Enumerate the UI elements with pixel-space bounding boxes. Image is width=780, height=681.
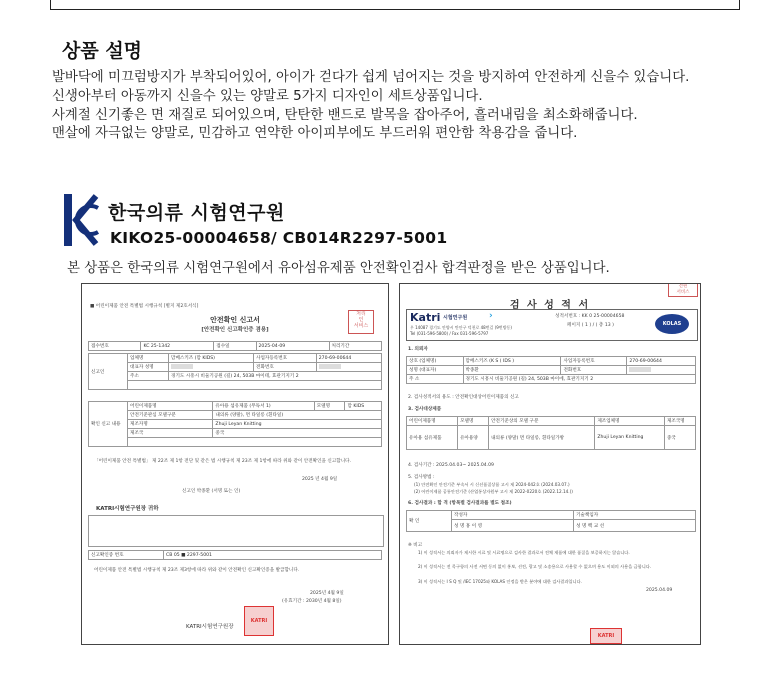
- table-cell: 유아용 섬유제품 (무독서 1): [213, 402, 314, 411]
- safety-report-document: [81, 283, 389, 645]
- report-section-heading: 3. 검사대상제품: [408, 407, 442, 412]
- table-cell: 성명 (대표자): [407, 366, 464, 375]
- table-cell: 제조자명: [128, 420, 213, 429]
- doc-issue-date: 2025년 4월 9일: [310, 591, 344, 596]
- report-period: 4. 검사기간 : 2025.04.03~ 2025.04.09: [408, 463, 494, 468]
- doc-addressee: KATRI시험연구원장 귀하: [96, 506, 159, 512]
- table-cell: 경기도 시흥시 비둘기공원 (길) 24, 503B 마이테, 효관기지기 2: [169, 372, 382, 381]
- product-table: [406, 416, 696, 450]
- table-cell: 접수번호: [89, 342, 141, 351]
- table-cell: 내의류 (양말), 면 타일롱 (흰타일): [213, 411, 382, 420]
- table-cell: 제조국: [128, 429, 213, 438]
- kolas-emblem-icon: KOLAS: [655, 314, 689, 334]
- table-cell: 어린이제품명: [128, 402, 213, 411]
- confirm-table: [406, 510, 696, 532]
- table-cell: 모델명: [314, 402, 345, 411]
- table-cell: 사업자등록번호: [254, 354, 317, 363]
- table-cell: 경기도 시흥시 비둘기공원 (길) 24, 503B 마이에, 효관기지기 2: [463, 375, 696, 384]
- report-contact: Tel (031-596-5800) / Fax 031-596-5797: [410, 331, 489, 336]
- table-cell: Zhuji Leyan Knitting: [213, 420, 382, 429]
- doc-issuer: KATRI시험연구원장: [186, 624, 234, 630]
- table-cell: KC 25-1342: [141, 342, 214, 351]
- table-cell: 대표자 성명: [128, 363, 169, 372]
- table-header-cell: 모델명: [458, 417, 489, 426]
- table-cell: 박종환: [463, 366, 561, 375]
- table-cell: CB 05 ■ 2297-5001: [164, 551, 382, 560]
- doc-body-text: 「어린이제품 안전 특별법」 제 22조 제 1항 전단 및 같은 법 시행규칙 제 23조 제 1항에 따라 위와 같이 안전확인을 신고합니다.: [94, 459, 352, 464]
- table-cell: Zhuji Leyan Knitting: [595, 426, 665, 450]
- table-cell: [169, 363, 254, 372]
- table-header-cell: 안전기준상의 모델 구분: [489, 417, 595, 426]
- product-description: [52, 69, 772, 144]
- table-cell: 유아용 섬유제품: [407, 426, 458, 450]
- section-title: 상품 설명: [62, 40, 143, 62]
- table-cell: [316, 363, 381, 372]
- table-cell: 접수일: [214, 342, 256, 351]
- table-cell: 신고인: [89, 354, 128, 390]
- table-cell: 주 소: [407, 375, 464, 384]
- doc-table: [88, 550, 382, 560]
- katri-seal-stamp: KATRI: [244, 606, 274, 636]
- table-cell: 작성자: [452, 511, 574, 520]
- table-cell: 주소: [128, 372, 169, 381]
- report-header-box: [406, 309, 698, 341]
- table-cell: 상호 (업체명): [407, 357, 464, 366]
- certification-org: 한국의류 시험연구원: [108, 202, 285, 224]
- table-header-cell: 제조국명: [664, 417, 695, 426]
- client-table: [406, 356, 696, 384]
- report-result: 6. 검사결과 : 합 격 (항목별 검사결과를 별도 첨조): [408, 501, 512, 506]
- doc-process-box: [88, 515, 384, 547]
- table-cell: 맘 KIDS: [345, 402, 382, 411]
- table-cell: 전화번호: [561, 366, 627, 375]
- table-cell: [128, 381, 382, 390]
- doc-subtitle: [안전확인 신고확인증 겸용]: [201, 327, 269, 333]
- report-number: 성적서번호 : KK 0 25-00004658: [555, 314, 625, 319]
- chevron-right-icon: ›: [489, 311, 493, 321]
- report-purpose: 2. 검사성적서의 용도 : 안전확인대상어린이제품의 신고: [408, 395, 519, 400]
- table-cell: [128, 438, 382, 447]
- table-cell: 전화번호: [254, 363, 317, 372]
- report-method: (1) 안전확인 안전기준 부속서 시 신선품질상품 고시 제 2024-042호 (2024.03.07.): [414, 482, 570, 487]
- description-line: 신생아부터 아동까지 신을수 있는 양말로 5가지 디자인이 세트상품입니다.: [52, 88, 483, 104]
- top-panel-border: [50, 0, 740, 10]
- report-note: 3) 이 성적서는 I S Q 및 /IEC 17025와 KOLAS 인정을 받은 분야에 대한 검사결과입니다.: [418, 579, 582, 584]
- report-address: 우 14087 경기도 안양시 만안구 덕천로 48번길 (9번방동): [410, 325, 512, 330]
- doc-closing-text: 어린이제품 안전 특별법 시행규칙 제 23조 제3항에 따라 위와 같이 안전확인 신고확인증을 발급합니다.: [94, 568, 300, 573]
- doc-table: [88, 353, 382, 390]
- report-title: 검 사 성 적 서: [509, 300, 591, 311]
- table-cell: 맘베스키즈 (K S ( IDS ): [463, 357, 561, 366]
- table-cell: 270-69-00644: [627, 357, 696, 366]
- katri-logo: Katri: [410, 311, 441, 324]
- table-cell: 성 명 백 교 선: [574, 520, 696, 532]
- table-cell: 유아용양: [458, 426, 489, 450]
- doc-table: [88, 341, 382, 351]
- table-cell: 처리기간: [329, 342, 381, 351]
- report-note: 1) 이 성적서는 의뢰자가 제시한 시료 및 시료명으로 검사한 결과로서 전체 제품에 대한 품질을 보증하지는 않습니다.: [418, 550, 630, 555]
- table-cell: 업체명: [128, 354, 169, 363]
- doc-title: 안전확인 신고서: [210, 316, 260, 324]
- katri-seal-stamp: KATRI: [590, 628, 622, 644]
- table-cell: [627, 366, 696, 375]
- katri-logo-sub: 시험연구원: [443, 315, 468, 321]
- report-method-title: 5. 검사방법 :: [408, 475, 435, 480]
- stamp-box: 처리 인 서비스: [348, 310, 374, 334]
- table-cell: 270-69-00644: [316, 354, 381, 363]
- table-cell: 안전기준관심 모델구분: [128, 411, 213, 420]
- table-cell: 신고확인증 번호: [89, 551, 164, 560]
- report-note: 2) 이 성적서는 전 목구항의 사전 서면 동의 없이 홍보, 선전, 광고 및 소송용으로 사용할 수 없으며 용도 이외의 사용을 금합니다.: [418, 564, 652, 569]
- table-cell: 맘베스키즈 (맘 KIDS): [169, 354, 254, 363]
- table-cell: 중국: [664, 426, 695, 450]
- table-cell: 내의류 (양말) 면 타일롱, 흰타일가방: [489, 426, 595, 450]
- doc-header-note: ■ 어린이제품 안전 특별법 시행규칙 [별지 제2호서식]: [90, 304, 199, 309]
- table-cell: 2025-04-09: [256, 342, 329, 351]
- certification-notice: 본 상품은 한국의류 시험연구원에서 유아섬유제품 안전확인검사 합격판정을 받은 상품입니다.: [67, 261, 610, 276]
- table-cell: 성 명 홍 이 영: [452, 520, 574, 532]
- description-line: 사계절 신기좋은 면 재질로 되어있으며, 탄탄한 밴드로 발목을 잡아주어, 흘러내림을 최소화해줍니다.: [52, 107, 638, 123]
- table-cell: 확인 신고 내용: [89, 402, 128, 447]
- table-cell: 사업자등록번호: [561, 357, 627, 366]
- report-page-info: 페이지 ( 1 ) / ( 총 13 ): [567, 323, 614, 328]
- table-header-cell: 어린이제품명: [407, 417, 458, 426]
- doc-date: 2025 년 4월 9일: [302, 477, 338, 482]
- certification-number: KIKO25-00004658/ CB014R2297-5001: [110, 229, 448, 247]
- stamp-box: 전원 서비스: [668, 283, 698, 297]
- description-line: 발바닥에 미끄럼방지가 부착되어있어, 아이가 걷다가 쉽게 넘어지는 것을 방지하여 안전하게 신을수 있습니다.: [52, 70, 690, 85]
- description-line: 맨살에 자극없는 양말로, 민감하고 연약한 아이피부에도 부드러워 편안함 착용감을 줍니다.: [52, 126, 578, 142]
- table-cell: 확 인: [407, 511, 452, 532]
- table-cell: 기술책임자: [574, 511, 696, 520]
- doc-table: [88, 401, 382, 447]
- table-cell: 중국: [213, 429, 382, 438]
- test-report-document: [399, 283, 701, 645]
- doc-validity: (유효기간 : 2030년 4월 8일): [282, 599, 342, 604]
- doc-signer: 신고인 박종환 (서명 또는 인): [182, 489, 241, 494]
- report-issue-date: 2025.04.09: [646, 588, 673, 593]
- report-method: (2) 어린이제품 공통안전기준 (산업통상자원부 고시 제 2022-0220호 (2022.12.14.)): [414, 489, 573, 494]
- report-notes-title: ※ 비고: [408, 543, 423, 548]
- report-section-heading: 1. 의뢰자: [408, 347, 428, 352]
- kc-mark-icon: [62, 192, 100, 248]
- table-header-cell: 제조업체명: [595, 417, 665, 426]
